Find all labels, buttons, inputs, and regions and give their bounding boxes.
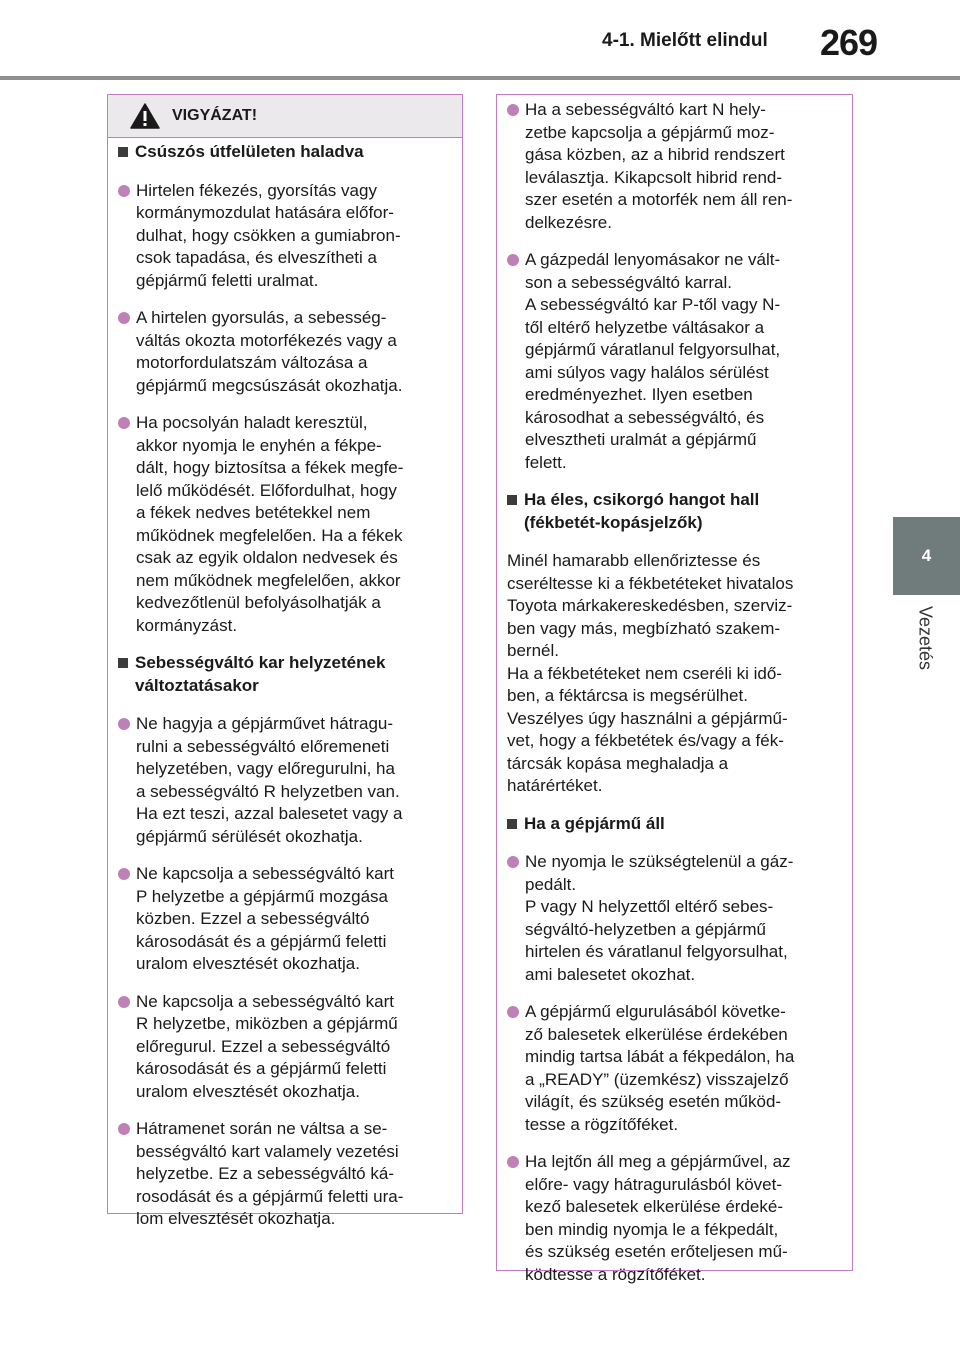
dot-bullet-icon xyxy=(507,104,519,116)
page-number: 269 xyxy=(820,22,878,63)
dot-bullet-icon xyxy=(118,312,130,324)
list-item: Ha a sebességváltó kart N hely- zetbe kapcsolja a gépjármű moz- gása közben, az a hibrid rendszert leválasztja. Kikapcsolt hibrid rend- szer esetén a motorfék nem áll ren- delkezésre. xyxy=(507,99,841,234)
section-heading: Ha a gépjármű áll xyxy=(507,813,841,836)
warning-content xyxy=(118,141,448,1246)
section-heading: Ha éles, csikorgó hangot hall (fékbetét-kopásjelzők) xyxy=(507,489,841,534)
right-content xyxy=(507,99,841,1301)
chapter-tab[interactable] xyxy=(893,517,960,595)
warning-triangle-icon xyxy=(130,103,160,129)
right-warning-box xyxy=(496,94,853,1284)
list-item: Ha lejtőn áll meg a gépjárművel, az előre- vagy hátragurulásból követ- kező balesetek elkerülése érdeké- ben mindig nyomja le a fékpedált, és szükség esetén erőteljesen mű- ködtesse a rögzítőféket. xyxy=(507,1151,841,1286)
chapter-number: 4 xyxy=(921,546,932,565)
square-bullet-icon xyxy=(507,495,517,505)
dot-bullet-icon xyxy=(507,1006,519,1018)
warning-box xyxy=(107,94,463,1228)
dot-bullet-icon xyxy=(118,868,130,880)
dot-bullet-icon xyxy=(507,254,519,266)
list-item: Hátramenet során ne váltsa a se- bességváltó kart valamely vezetési helyzetbe. Ez a sebességváltó ká- rosodását és a gépjármű feletti ura- lom elvesztését okozhatja. xyxy=(118,1118,448,1231)
list-item: Ne kapcsolja a sebességváltó kart R helyzetbe, miközben a gépjármű előregurul. Ezzel a sebességváltó károsodását és a gépjármű feletti uralom elvesztését okozhatja. xyxy=(118,991,448,1104)
header-divider xyxy=(0,76,960,80)
section-heading: Sebességváltó kar helyzetének változtatásakor xyxy=(118,652,448,697)
list-item: Ne hagyja a gépjárművet hátragu- rulni a sebességváltó előremeneti helyzetében, vagy előregurulni, ha a sebességváltó R helyzetben van. Ha ezt teszi, azzal balesetet vagy a gépjármű sérülését okozhatja. xyxy=(118,713,448,848)
section-heading: Csúszós útfelületen haladva xyxy=(118,141,448,164)
warning-header xyxy=(108,95,462,138)
dot-bullet-icon xyxy=(118,718,130,730)
square-bullet-icon xyxy=(507,819,517,829)
list-item: A hirtelen gyorsulás, a sebesség- váltás okozta motorfékezés vagy a motorfordulatszám változása a gépjármű megcsúszását okozhatja. xyxy=(118,307,448,397)
dot-bullet-icon xyxy=(118,1123,130,1135)
dot-bullet-icon xyxy=(118,185,130,197)
dot-bullet-icon xyxy=(118,996,130,1008)
dot-bullet-icon xyxy=(507,1156,519,1168)
square-bullet-icon xyxy=(118,147,128,157)
list-item: A gázpedál lenyomásakor ne vált- son a sebességváltó karral. A sebességváltó kar P-től vagy N- től eltérő helyzetbe váltásakor a gépjármű váratlanul felgyorsulhat, ami súlyos vagy halálos sérülést eredményezhet. Ilyen esetben károsodhat a sebességváltó, és elvesztheti uralmát a gépjármű felett. xyxy=(507,249,841,474)
section-title: 4-1. Mielőtt elindul xyxy=(602,30,768,51)
square-bullet-icon xyxy=(118,658,128,668)
dot-bullet-icon xyxy=(507,856,519,868)
warning-title: VIGYÁZAT! xyxy=(172,107,258,124)
list-item: Ne kapcsolja a sebességváltó kart P helyzetbe a gépjármű mozgása közben. Ezzel a sebességváltó károsodását és a gépjármű feletti uralom elvesztését okozhatja. xyxy=(118,863,448,976)
dot-bullet-icon xyxy=(118,417,130,429)
list-item: Hirtelen fékezés, gyorsítás vagy kormánymozdulat hatására előfor- dulhat, hogy csökken a gumiabron- csok tapadása, és elveszítheti a gépjármű feletti uralmat. xyxy=(118,180,448,293)
paragraph: Minél hamarabb ellenőriztesse és cseréltesse ki a fékbetéteket hivatalos Toyota márkakereskedésben, szerviz- ben vagy más, megbízható szakem- bernél. Ha a fékbetéteket nem cseréli ki idő- ben, a féktárcsa is megsérülhet. Veszélyes úgy használni a gépjármű- vet, hogy a fékbetétek és/vagy a fék- tárcsák kopása meghaladja a határértéket. xyxy=(507,551,794,795)
list-item: A gépjármű elgurulásából követke- ző balesetek elkerülése érdekében mindig tartsa lábát a fékpedálon, ha a „READY” (üzemkész) visszajelző világít, és szükség esetén működ- tesse a rögzítőféket. xyxy=(507,1001,841,1136)
list-item: Ne nyomja le szükségtelenül a gáz- pedált. P vagy N helyzettől eltérő sebes- ségváltó-helyzetben a gépjármű hirtelen és váratlanul felgyorsulhat, ami balesetet okozhat. xyxy=(507,851,841,986)
list-item: Ha pocsolyán haladt keresztül, akkor nyomja le enyhén a fékpe- dált, hogy biztosítsa a fékek megfe- lelő működését. Előfordulhat, hogy a fékek nedves betétekkel nem működnek megfelelően. Ha a fékek csak az egyik oldalon nedvesek és nem működnek megfelelően, akkor kedvezőtlenül befolyásolhatják a kormányzást. xyxy=(118,412,448,637)
chapter-label: Vezetés xyxy=(915,606,936,671)
